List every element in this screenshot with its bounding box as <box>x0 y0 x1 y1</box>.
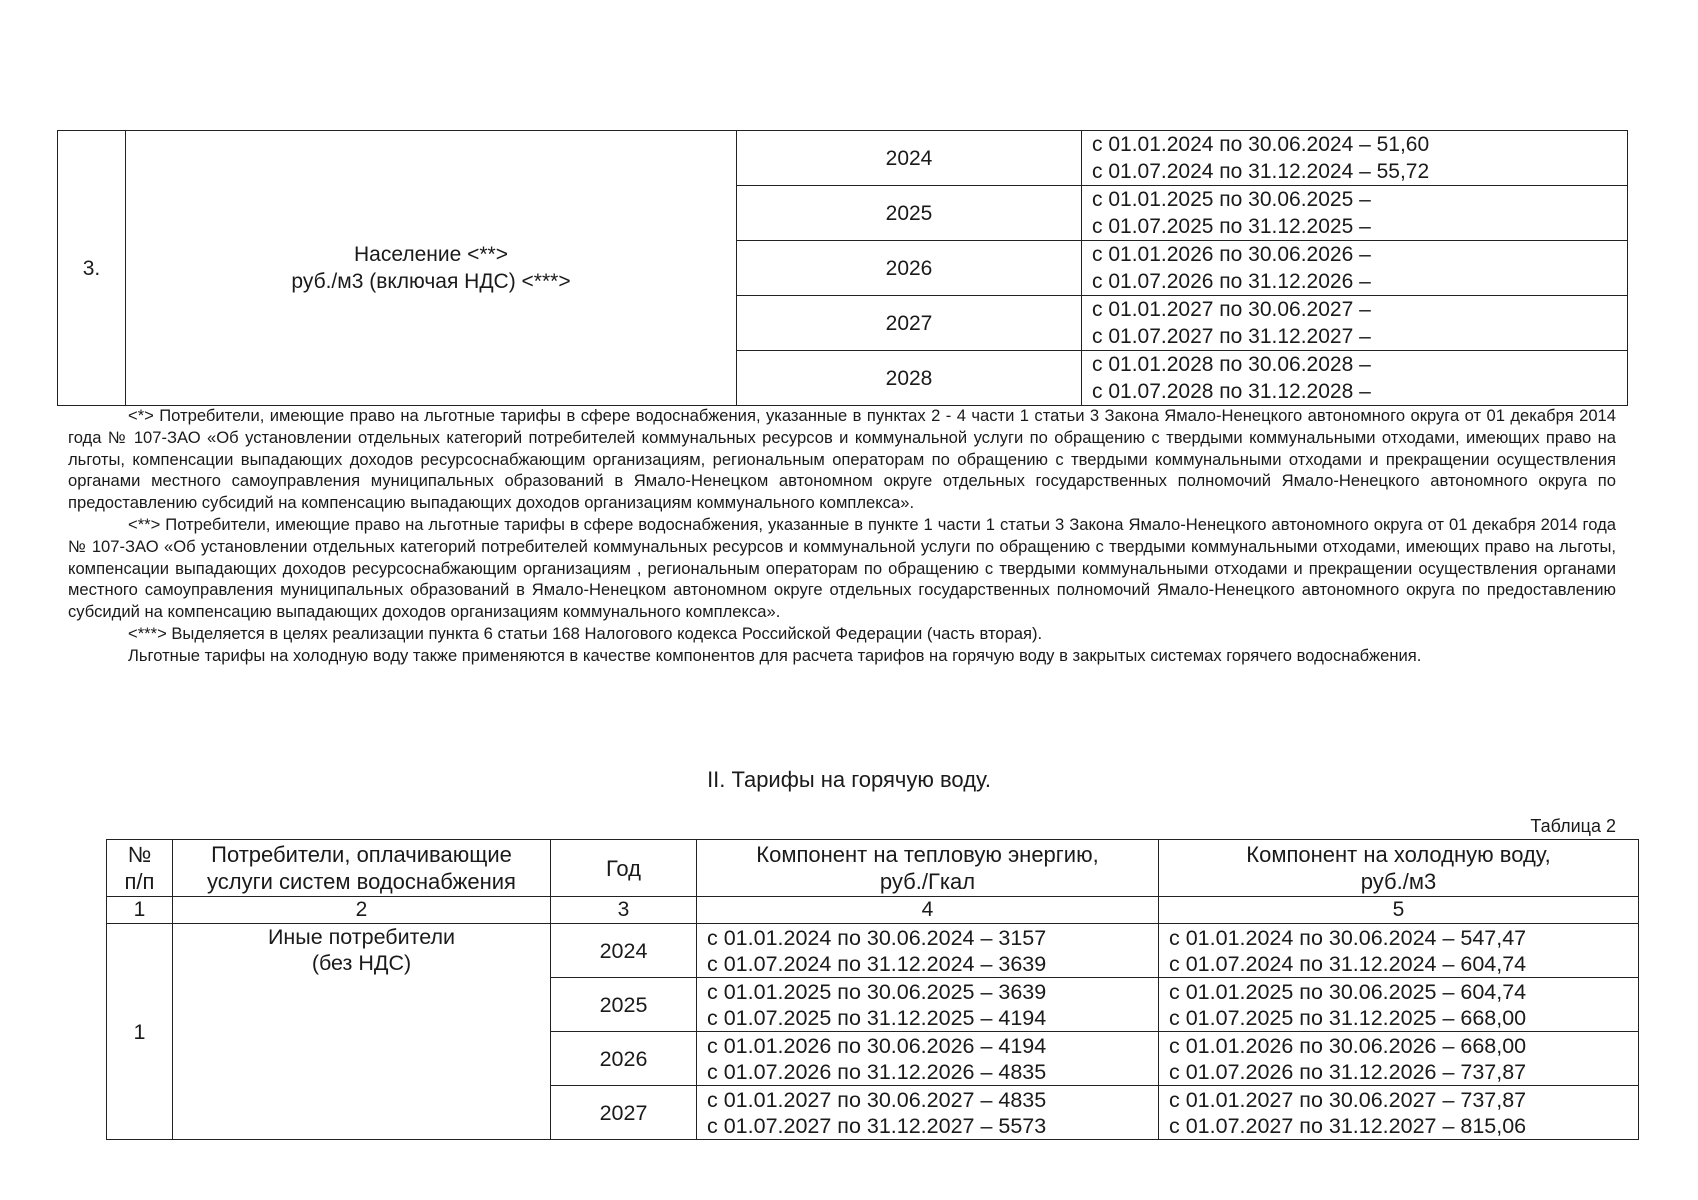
row-number: 3. <box>58 131 126 406</box>
tariff-line: с 01.01.2024 по 30.06.2024 – 3157 <box>707 925 1047 950</box>
tariff-line: с 01.01.2025 по 30.06.2025 – 604,74 <box>1169 979 1527 1004</box>
tariff-line: с 01.01.2026 по 30.06.2026 – 4194 <box>707 1033 1047 1058</box>
column-number: 2 <box>173 897 551 924</box>
tariff-line: с 01.07.2024 по 31.12.2024 – 604,74 <box>1169 951 1527 976</box>
cold-tariff-cell <box>1159 978 1639 1032</box>
year-cell: 2027 <box>551 1086 697 1140</box>
tariff-line: с 01.07.2025 по 31.12.2025 – 668,00 <box>1169 1005 1527 1030</box>
heat-tariff-cell <box>697 1086 1159 1140</box>
tariff-cell <box>1082 131 1628 186</box>
category-line: руб./м3 (включая НДС) <***> <box>291 270 571 293</box>
header-number <box>107 840 173 897</box>
tariff-line: с 01.07.2028 по 31.12.2028 – <box>1092 380 1371 403</box>
table-header-row <box>107 840 1639 897</box>
tariff-line: с 01.01.2026 по 30.06.2026 – 668,00 <box>1169 1033 1527 1058</box>
column-number: 5 <box>1159 897 1639 924</box>
year-cell: 2027 <box>737 296 1082 351</box>
table-row <box>58 131 1628 186</box>
tariff-line: с 01.07.2026 по 31.12.2026 – 4835 <box>707 1059 1047 1084</box>
tariff-line: с 01.07.2025 по 31.12.2025 – <box>1092 215 1371 238</box>
tariff-line: с 01.07.2026 по 31.12.2026 – 737,87 <box>1169 1059 1527 1084</box>
year-cell: 2024 <box>737 131 1082 186</box>
cold-tariff-cell <box>1159 924 1639 978</box>
hot-water-tariff-table <box>106 839 1639 1140</box>
tariff-cell <box>1082 296 1628 351</box>
year-cell: 2026 <box>737 241 1082 296</box>
tariff-line: с 01.07.2024 по 31.12.2024 – 55,72 <box>1092 160 1430 183</box>
tariff-line: с 01.07.2027 по 31.12.2027 – 815,06 <box>1169 1113 1527 1138</box>
header-line: руб./м3 <box>1360 869 1437 894</box>
tariff-line: с 01.01.2027 по 30.06.2027 – 4835 <box>707 1087 1047 1112</box>
cold-tariff-cell <box>1159 1086 1639 1140</box>
header-year: Год <box>551 840 697 897</box>
heat-tariff-cell <box>697 924 1159 978</box>
header-consumers <box>173 840 551 897</box>
heat-tariff-cell <box>697 1032 1159 1086</box>
tariff-cell <box>1082 241 1628 296</box>
header-line: Потребители, оплачивающие <box>211 842 512 867</box>
header-line: п/п <box>124 869 155 894</box>
tariff-line: с 01.07.2025 по 31.12.2025 – 4194 <box>707 1005 1047 1030</box>
header-line: Компонент на холодную воду, <box>1246 842 1551 867</box>
footnote: <*> Потребители, имеющие право на льготные тарифы в сфере водоснабжения, указанные в пунктах 2 - 4 части 1 статьи 3 Закона Ямало-Ненецкого автономного округа от 01 декабря 2014 года № 107-ЗАО «Об установлении отдельных категорий потребителей коммунальных ресурсов и коммунальной услуги по обращению с твердыми коммунальными отходами, имеющих право на льготы, компенсации выпадающих доходов ресурсоснабжающим организациям, региональным операторам по обращению с твердыми коммунальными отходами и прекращении осуществления органами местного самоуправления муниципальных образований в Ямало-Ненецком автономном округе отдельных государственных полномочий Ямало-Ненецкого автономного округа по предоставлению субсидий на компенсацию выпадающих доходов организациям коммунального комплекса». <box>68 406 1616 513</box>
year-cell: 2025 <box>737 186 1082 241</box>
tariff-cell <box>1082 351 1628 406</box>
column-number: 4 <box>697 897 1159 924</box>
tariff-line: с 01.07.2027 по 31.12.2027 – 5573 <box>707 1113 1047 1138</box>
cold-tariff-cell <box>1159 1032 1639 1086</box>
tariff-line: с 01.01.2025 по 30.06.2025 – <box>1092 188 1371 211</box>
tariff-line: с 01.01.2024 по 30.06.2024 – 51,60 <box>1092 133 1430 156</box>
table-row <box>107 924 1639 978</box>
column-number: 3 <box>551 897 697 924</box>
section-title: II. Тарифы на горячую воду. <box>707 767 991 792</box>
footnotes <box>68 405 1616 667</box>
tariff-line: с 01.07.2024 по 31.12.2024 – 3639 <box>707 951 1047 976</box>
header-heat-component <box>697 840 1159 897</box>
year-cell: 2026 <box>551 1032 697 1086</box>
category-line: (без НДС) <box>311 951 412 975</box>
year-cell: 2025 <box>551 978 697 1032</box>
consumer-category <box>173 924 551 1140</box>
tariff-line: с 01.01.2027 по 30.06.2027 – <box>1092 298 1371 321</box>
footnote: <***> Выделяется в целях реализации пункта 6 статьи 168 Налогового кодекса Российской Федерации (часть вторая). <box>128 623 1043 643</box>
year-cell: 2024 <box>551 924 697 978</box>
tariff-table-continuation <box>57 130 1628 406</box>
tariff-line: с 01.01.2028 по 30.06.2028 – <box>1092 353 1371 376</box>
heat-tariff-cell <box>697 978 1159 1032</box>
column-number: 1 <box>107 897 173 924</box>
category-line: Население <**> <box>354 243 508 266</box>
tariff-cell <box>1082 186 1628 241</box>
table-caption: Таблица 2 <box>1530 816 1616 836</box>
header-line: Компонент на тепловую энергию, <box>756 842 1099 867</box>
tariff-line: с 01.07.2026 по 31.12.2026 – <box>1092 270 1371 293</box>
footnote: Льготные тарифы на холодную воду также применяются в качестве компонентов для расчета тарифов на горячую воду в закрытых системах горячего водоснабжения. <box>128 645 1422 665</box>
column-number-row <box>107 897 1639 924</box>
tariff-line: с 01.01.2026 по 30.06.2026 – <box>1092 243 1371 266</box>
header-line: № <box>127 842 152 867</box>
header-line: руб./Гкал <box>879 869 976 894</box>
header-cold-water-component <box>1159 840 1639 897</box>
tariff-line: с 01.01.2024 по 30.06.2024 – 547,47 <box>1169 925 1527 950</box>
header-line: услуги систем водоснабжения <box>207 869 516 894</box>
consumer-category <box>126 131 737 406</box>
tariff-line: с 01.07.2027 по 31.12.2027 – <box>1092 325 1371 348</box>
tariff-line: с 01.01.2027 по 30.06.2027 – 737,87 <box>1169 1087 1527 1112</box>
row-number: 1 <box>107 924 173 1140</box>
category-line: Иные потребители <box>267 925 456 949</box>
tariff-line: с 01.01.2025 по 30.06.2025 – 3639 <box>707 979 1047 1004</box>
year-cell: 2028 <box>737 351 1082 406</box>
footnote: <**> Потребители, имеющие право на льготные тарифы в сфере водоснабжения, указанные в пункте 1 части 1 статьи 3 Закона Ямало-Ненецкого автономного округа от 01 декабря 2014 года № 107-ЗАО «Об установлении отдельных категорий потребителей коммунальных ресурсов и коммунальной услуги по обращению с твердыми коммунальными отходами, имеющих право на льготы, компенсации выпадающих доходов ресурсоснабжающим организациям , региональным операторам по обращению с твердыми коммунальными отходами и прекращении осуществления органами местного самоуправления муниципальных образований в Ямало-Ненецком автономном округе отдельных государственных полномочий Ямало-Ненецкого автономного округа по предоставлению субсидий на компенсацию выпадающих доходов организациям коммунального комплекса». <box>68 514 1616 622</box>
